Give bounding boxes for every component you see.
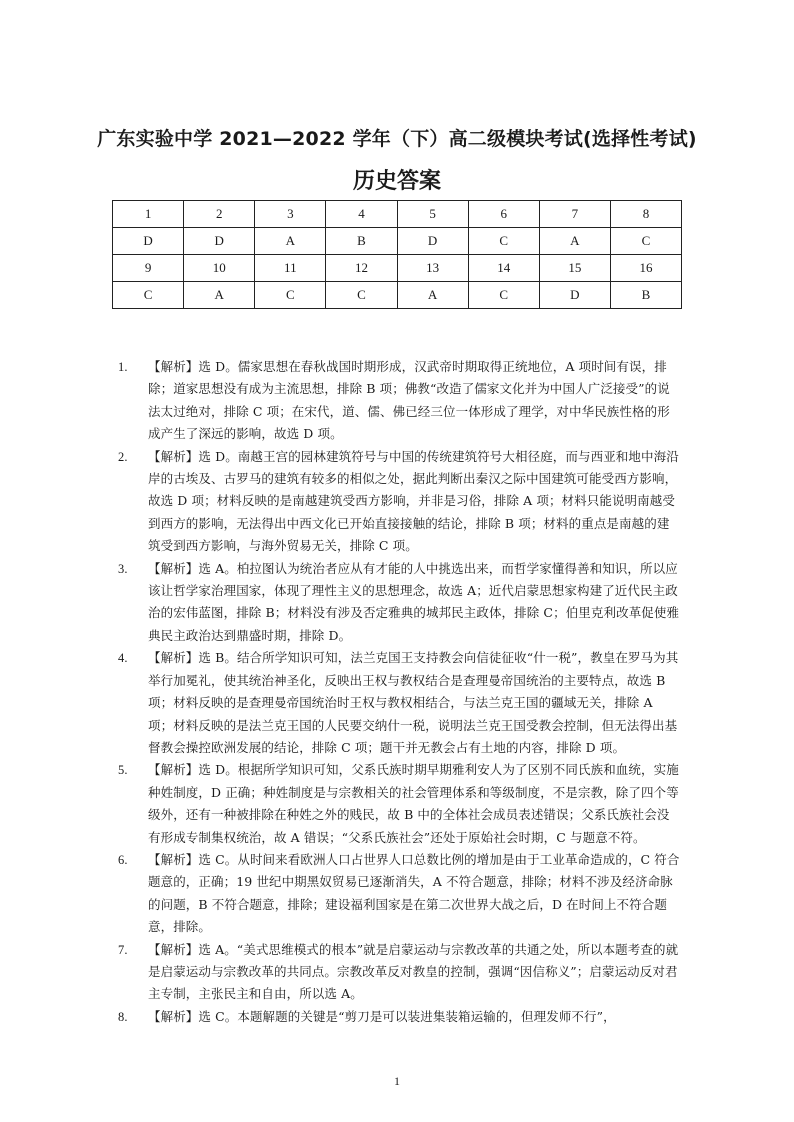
answer-cell: D [113, 228, 184, 255]
explanation-text: 【解析】选 C。从时间来看欧洲人口占世界人口总数比例的增加是由于工业革命造成的，C 符合题意的，正确；19 世纪中期黑奴贸易已逐渐消失，A 不符合题意，排除；材料不涉及经济命脉的问题，B 不符合题意，排除；建设福利国家是在第二次世界大战之后，D 在时间上不符合题意，排除。 [148, 851, 680, 935]
explanation-number: 1. [118, 360, 128, 374]
explanation-text: 【解析】选 D。儒家思想在春秋战国时期形成，汉武帝时期取得正统地位，A 项时间有误，排除；道家思想没有成为主流思想，排除 B 项；佛教“改造了儒家文化并为中国人广泛接受”的说法太过绝对，排除 C 项；在宋代，道、儒、佛已经三位一体形成了理学，对中华民族性格的形成产生了深远的影响，故选 D 项。 [148, 359, 670, 442]
answer-cell: C [326, 282, 397, 309]
question-number-cell: 13 [397, 255, 468, 282]
answer-table [112, 200, 682, 309]
explanation-item [118, 1006, 680, 1028]
answer-cell: B [326, 228, 397, 255]
explanation-number: 4. [118, 651, 128, 666]
page-number: 1 [394, 1074, 400, 1088]
answer-cell: A [397, 282, 468, 309]
answer-cell: C [468, 282, 539, 309]
question-number-cell: 2 [184, 201, 255, 228]
explanation-text: 【解析】选 A。柏拉图认为统治者应从有才能的人中挑选出来，而哲学家懂得善和知识，所以应该让哲学家治理国家，体现了理性主义的思想理念，故选 A；近代启蒙思想家构建了近代民主政治的宏伟蓝图，排除 B；材料没有涉及否定雅典的城邦民主政体，排除 C；伯里克利改革促使雅典民主政治达到鼎盛时期，排除 D。 [148, 560, 680, 643]
question-number-cell: 11 [255, 255, 326, 282]
question-number-cell: 4 [326, 201, 397, 228]
explanation-list [118, 356, 680, 1028]
explanation-number: 8. [118, 1009, 128, 1024]
answer-cell: A [184, 282, 255, 309]
explanation-text: 【解析】选 B。结合所学知识可知，法兰克国王支持教会向信徒征收“什一税”，教皇在罗马为其举行加冕礼，使其统治神圣化，反映出王权与教权结合是查理曼帝国统治的主要特点，故选 B 项；材料反映的是查理曼帝国统治时王权与教权相结合，与法兰克王国的疆域无关，排除 A 项；材料反映的是法兰克王国的人民要交纳什一税，说明法兰克王国受教会控制，但无法得出基督教会操控欧洲发展的结论，排除 C 项；题干并无教会占有土地的内容，排除 D 项。 [148, 650, 679, 755]
answer-cell: C [113, 282, 184, 309]
question-number-cell: 10 [184, 255, 255, 282]
question-number-cell: 9 [113, 255, 184, 282]
question-number-cell: 5 [397, 201, 468, 228]
question-number-cell: 14 [468, 255, 539, 282]
explanation-number: 7. [118, 942, 128, 957]
explanation-item [118, 849, 680, 939]
question-number-cell: 7 [539, 201, 610, 228]
answer-cell: A [539, 228, 610, 255]
explanation-item [118, 939, 680, 1006]
answer-cell: C [255, 282, 326, 309]
answer-cell: C [468, 228, 539, 255]
answer-table-row [113, 201, 682, 228]
question-number-cell: 16 [610, 255, 681, 282]
answer-table-row [113, 228, 682, 255]
answer-cell: D [539, 282, 610, 309]
explanation-text: 【解析】选 D。根据所学知识可知，父系氏族时期早期雅利安人为了区别不同氏族和血统，实施种姓制度，D 正确；种姓制度是与宗教相关的社会管理体系和等级制度，不是宗教，除了四个等级外，还有一种被排除在种姓之外的贱民，故 B 中的全体社会成员表述错误；父系氏族社会没有形成专制集权统治，故 A 错误；“父系氏族社会”还处于原始社会时期，C 与题意不符。 [148, 762, 679, 845]
explanation-number: 6. [118, 852, 128, 867]
explanation-text: 【解析】选 D。南越王宫的园林建筑符号与中国的传统建筑符号大相径庭，而与西亚和地中海沿岸的古埃及、古罗马的建筑有较多的相似之处，据此判断出秦汉之际中国建筑可能受西方影响，故选 D 项；材料反映的是南越建筑受西方影响，并非是习俗，排除 A 项；材料只能说明南越受到西方的影响，无法得出中西文化已开始直接接触的结论，排除 B 项；材料的重点是南越的建筑受到西方影响，与海外贸易无关，排除 C 项。 [148, 448, 679, 554]
explanation-text: 【解析】选 A。“美式思维模式的根本”就是启蒙运动与宗教改革的共通之处，所以本题考查的就是启蒙运动与宗教改革的共同点。宗教改革反对教皇的控制，强调“因信称义”；启蒙运动反对君主专制，主张民主和自由，所以选 A。 [148, 941, 679, 1002]
document-title: 广东实验中学 2021—2022 学年（下）高二级模块考试(选择性考试) [97, 128, 697, 150]
document-subtitle: 历史答案 [352, 169, 441, 194]
explanation-number: 3. [118, 561, 128, 576]
question-number-cell: 12 [326, 255, 397, 282]
question-number-cell: 3 [255, 201, 326, 228]
answer-cell: D [184, 228, 255, 255]
question-number-cell: 8 [610, 201, 681, 228]
answer-cell: B [610, 282, 681, 309]
explanation-item [118, 558, 680, 648]
explanation-text: 【解析】选 C。本题解题的关键是“剪刀是可以装进集装箱运输的，但理发师不行”， [148, 1008, 616, 1024]
explanation-item [118, 759, 680, 849]
explanation-number: 2. [118, 449, 128, 464]
answer-table-row [113, 255, 682, 282]
question-number-cell: 15 [539, 255, 610, 282]
answer-table-row [113, 282, 682, 309]
explanation-item [118, 647, 680, 759]
answer-cell: A [255, 228, 326, 255]
question-number-cell: 6 [468, 201, 539, 228]
answer-cell: D [397, 228, 468, 255]
answer-cell: C [610, 228, 681, 255]
explanation-number: 5. [118, 763, 128, 778]
explanation-item [118, 356, 680, 446]
explanation-item [118, 446, 680, 558]
question-number-cell: 1 [113, 201, 184, 228]
